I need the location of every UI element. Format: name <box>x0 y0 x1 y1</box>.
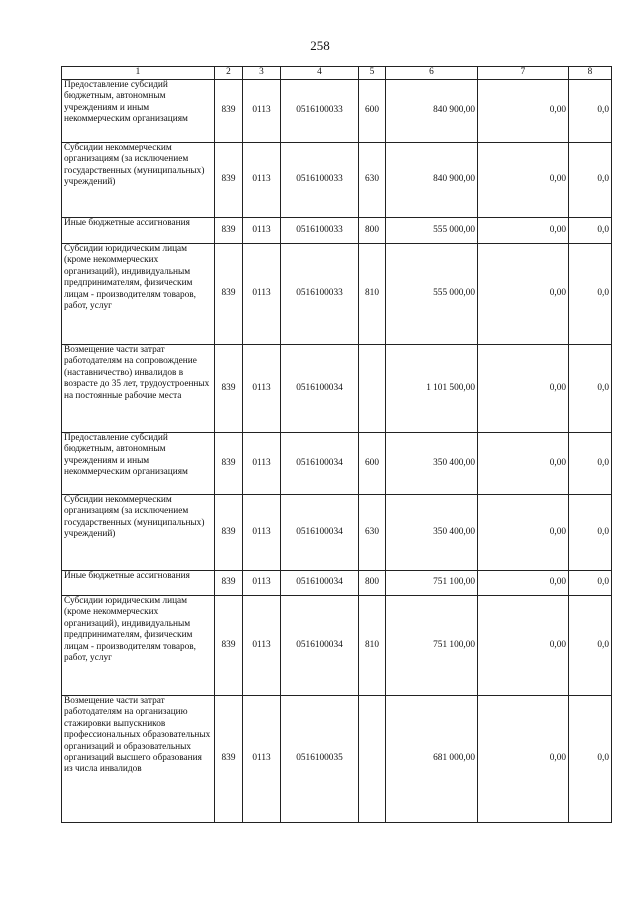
admin-code-cell: 839 <box>215 495 243 571</box>
header-cell: 8 <box>569 67 612 80</box>
header-cell: 4 <box>281 67 359 80</box>
amount-cell-3: 0,0 <box>569 495 612 571</box>
table-row <box>62 433 612 495</box>
amount-cell-3: 0,0 <box>569 696 612 823</box>
admin-code-cell: 839 <box>215 571 243 596</box>
expense-type-cell: 810 <box>359 244 386 345</box>
section-code-cell: 0113 <box>243 495 281 571</box>
amount-cell-2: 0,00 <box>478 433 569 495</box>
budget-table <box>61 66 612 823</box>
expense-type-cell: 600 <box>359 80 386 143</box>
expense-type-cell: 630 <box>359 143 386 218</box>
section-code-cell: 0113 <box>243 571 281 596</box>
row-name-cell: Предоставление субсидий бюджетным, автономным учреждениям и иным некоммерческим организациям <box>62 80 215 143</box>
expense-type-cell: 800 <box>359 571 386 596</box>
section-code-cell: 0113 <box>243 218 281 244</box>
amount-cell-2: 0,00 <box>478 571 569 596</box>
amount-cell: 840 900,00 <box>386 80 478 143</box>
amount-cell-3: 0,0 <box>569 80 612 143</box>
amount-cell-2: 0,00 <box>478 218 569 244</box>
amount-cell: 681 000,00 <box>386 696 478 823</box>
table-row <box>62 80 612 143</box>
header-cell: 1 <box>62 67 215 80</box>
amount-cell-3: 0,0 <box>569 433 612 495</box>
section-code-cell: 0113 <box>243 596 281 696</box>
table-row <box>62 596 612 696</box>
amount-cell-3: 0,0 <box>569 218 612 244</box>
target-code-cell: 0516100034 <box>281 433 359 495</box>
target-code-cell: 0516100033 <box>281 80 359 143</box>
admin-code-cell: 839 <box>215 244 243 345</box>
amount-cell-3: 0,0 <box>569 571 612 596</box>
amount-cell-2: 0,00 <box>478 244 569 345</box>
row-name-cell: Возмещение части затрат работодателям на сопровождение (наставничество) инвалидов в возрасте до 35 лет, трудоустроенных на постоянные рабочие места <box>62 345 215 433</box>
target-code-cell: 0516100034 <box>281 345 359 433</box>
amount-cell: 1 101 500,00 <box>386 345 478 433</box>
header-cell: 2 <box>215 67 243 80</box>
amount-cell-2: 0,00 <box>478 143 569 218</box>
header-cell: 6 <box>386 67 478 80</box>
row-name-cell: Субсидии некоммерческим организациям (за исключением государственных (муниципальных) учреждений) <box>62 495 215 571</box>
amount-cell-2: 0,00 <box>478 80 569 143</box>
section-code-cell: 0113 <box>243 244 281 345</box>
amount-cell: 350 400,00 <box>386 495 478 571</box>
row-name-cell: Субсидии юридическим лицам (кроме некоммерческих организаций), индивидуальным предпринимателям, физическим лицам - производителям товаров, работ, услуг <box>62 596 215 696</box>
target-code-cell: 0516100033 <box>281 143 359 218</box>
table-row <box>62 696 612 823</box>
amount-cell: 751 100,00 <box>386 596 478 696</box>
header-cell: 5 <box>359 67 386 80</box>
table-row <box>62 345 612 433</box>
header-row <box>62 67 612 80</box>
admin-code-cell: 839 <box>215 596 243 696</box>
section-code-cell: 0113 <box>243 696 281 823</box>
row-name-cell: Субсидии некоммерческим организациям (за исключением государственных (муниципальных) учреждений) <box>62 143 215 218</box>
target-code-cell: 0516100034 <box>281 495 359 571</box>
table-row <box>62 571 612 596</box>
table-row <box>62 244 612 345</box>
target-code-cell: 0516100033 <box>281 244 359 345</box>
amount-cell-3: 0,0 <box>569 596 612 696</box>
section-code-cell: 0113 <box>243 433 281 495</box>
header-cell: 7 <box>478 67 569 80</box>
expense-type-cell: 810 <box>359 596 386 696</box>
row-name-cell: Субсидии юридическим лицам (кроме некоммерческих организаций), индивидуальным предпринимателям, физическим лицам - производителям товаров, работ, услуг <box>62 244 215 345</box>
table-row <box>62 495 612 571</box>
section-code-cell: 0113 <box>243 345 281 433</box>
table-row <box>62 218 612 244</box>
amount-cell: 555 000,00 <box>386 244 478 345</box>
amount-cell-2: 0,00 <box>478 495 569 571</box>
row-name-cell: Иные бюджетные ассигнования <box>62 218 215 244</box>
amount-cell-2: 0,00 <box>478 345 569 433</box>
expense-type-cell: 800 <box>359 218 386 244</box>
admin-code-cell: 839 <box>215 218 243 244</box>
target-code-cell: 0516100034 <box>281 571 359 596</box>
amount-cell-3: 0,0 <box>569 244 612 345</box>
section-code-cell: 0113 <box>243 143 281 218</box>
expense-type-cell <box>359 345 386 433</box>
row-name-cell: Предоставление субсидий бюджетным, автономным учреждениям и иным некоммерческим организациям <box>62 433 215 495</box>
amount-cell-2: 0,00 <box>478 596 569 696</box>
admin-code-cell: 839 <box>215 345 243 433</box>
header-cell: 3 <box>243 67 281 80</box>
row-name-cell: Возмещение части затрат работодателям на организацию стажировки выпускников профессиональных образовательных организаций и образовательных организаций высшего образования из числа инвалидов <box>62 696 215 823</box>
amount-cell: 555 000,00 <box>386 218 478 244</box>
section-code-cell: 0113 <box>243 80 281 143</box>
row-name-cell: Иные бюджетные ассигнования <box>62 571 215 596</box>
target-code-cell: 0516100034 <box>281 596 359 696</box>
expense-type-cell: 630 <box>359 495 386 571</box>
expense-type-cell <box>359 696 386 823</box>
amount-cell: 751 100,00 <box>386 571 478 596</box>
amount-cell-3: 0,0 <box>569 143 612 218</box>
admin-code-cell: 839 <box>215 143 243 218</box>
amount-cell: 840 900,00 <box>386 143 478 218</box>
amount-cell: 350 400,00 <box>386 433 478 495</box>
amount-cell-2: 0,00 <box>478 696 569 823</box>
target-code-cell: 0516100035 <box>281 696 359 823</box>
target-code-cell: 0516100033 <box>281 218 359 244</box>
admin-code-cell: 839 <box>215 433 243 495</box>
table-row <box>62 143 612 218</box>
admin-code-cell: 839 <box>215 696 243 823</box>
admin-code-cell: 839 <box>215 80 243 143</box>
page-number: 258 <box>310 38 330 53</box>
expense-type-cell: 600 <box>359 433 386 495</box>
amount-cell-3: 0,0 <box>569 345 612 433</box>
